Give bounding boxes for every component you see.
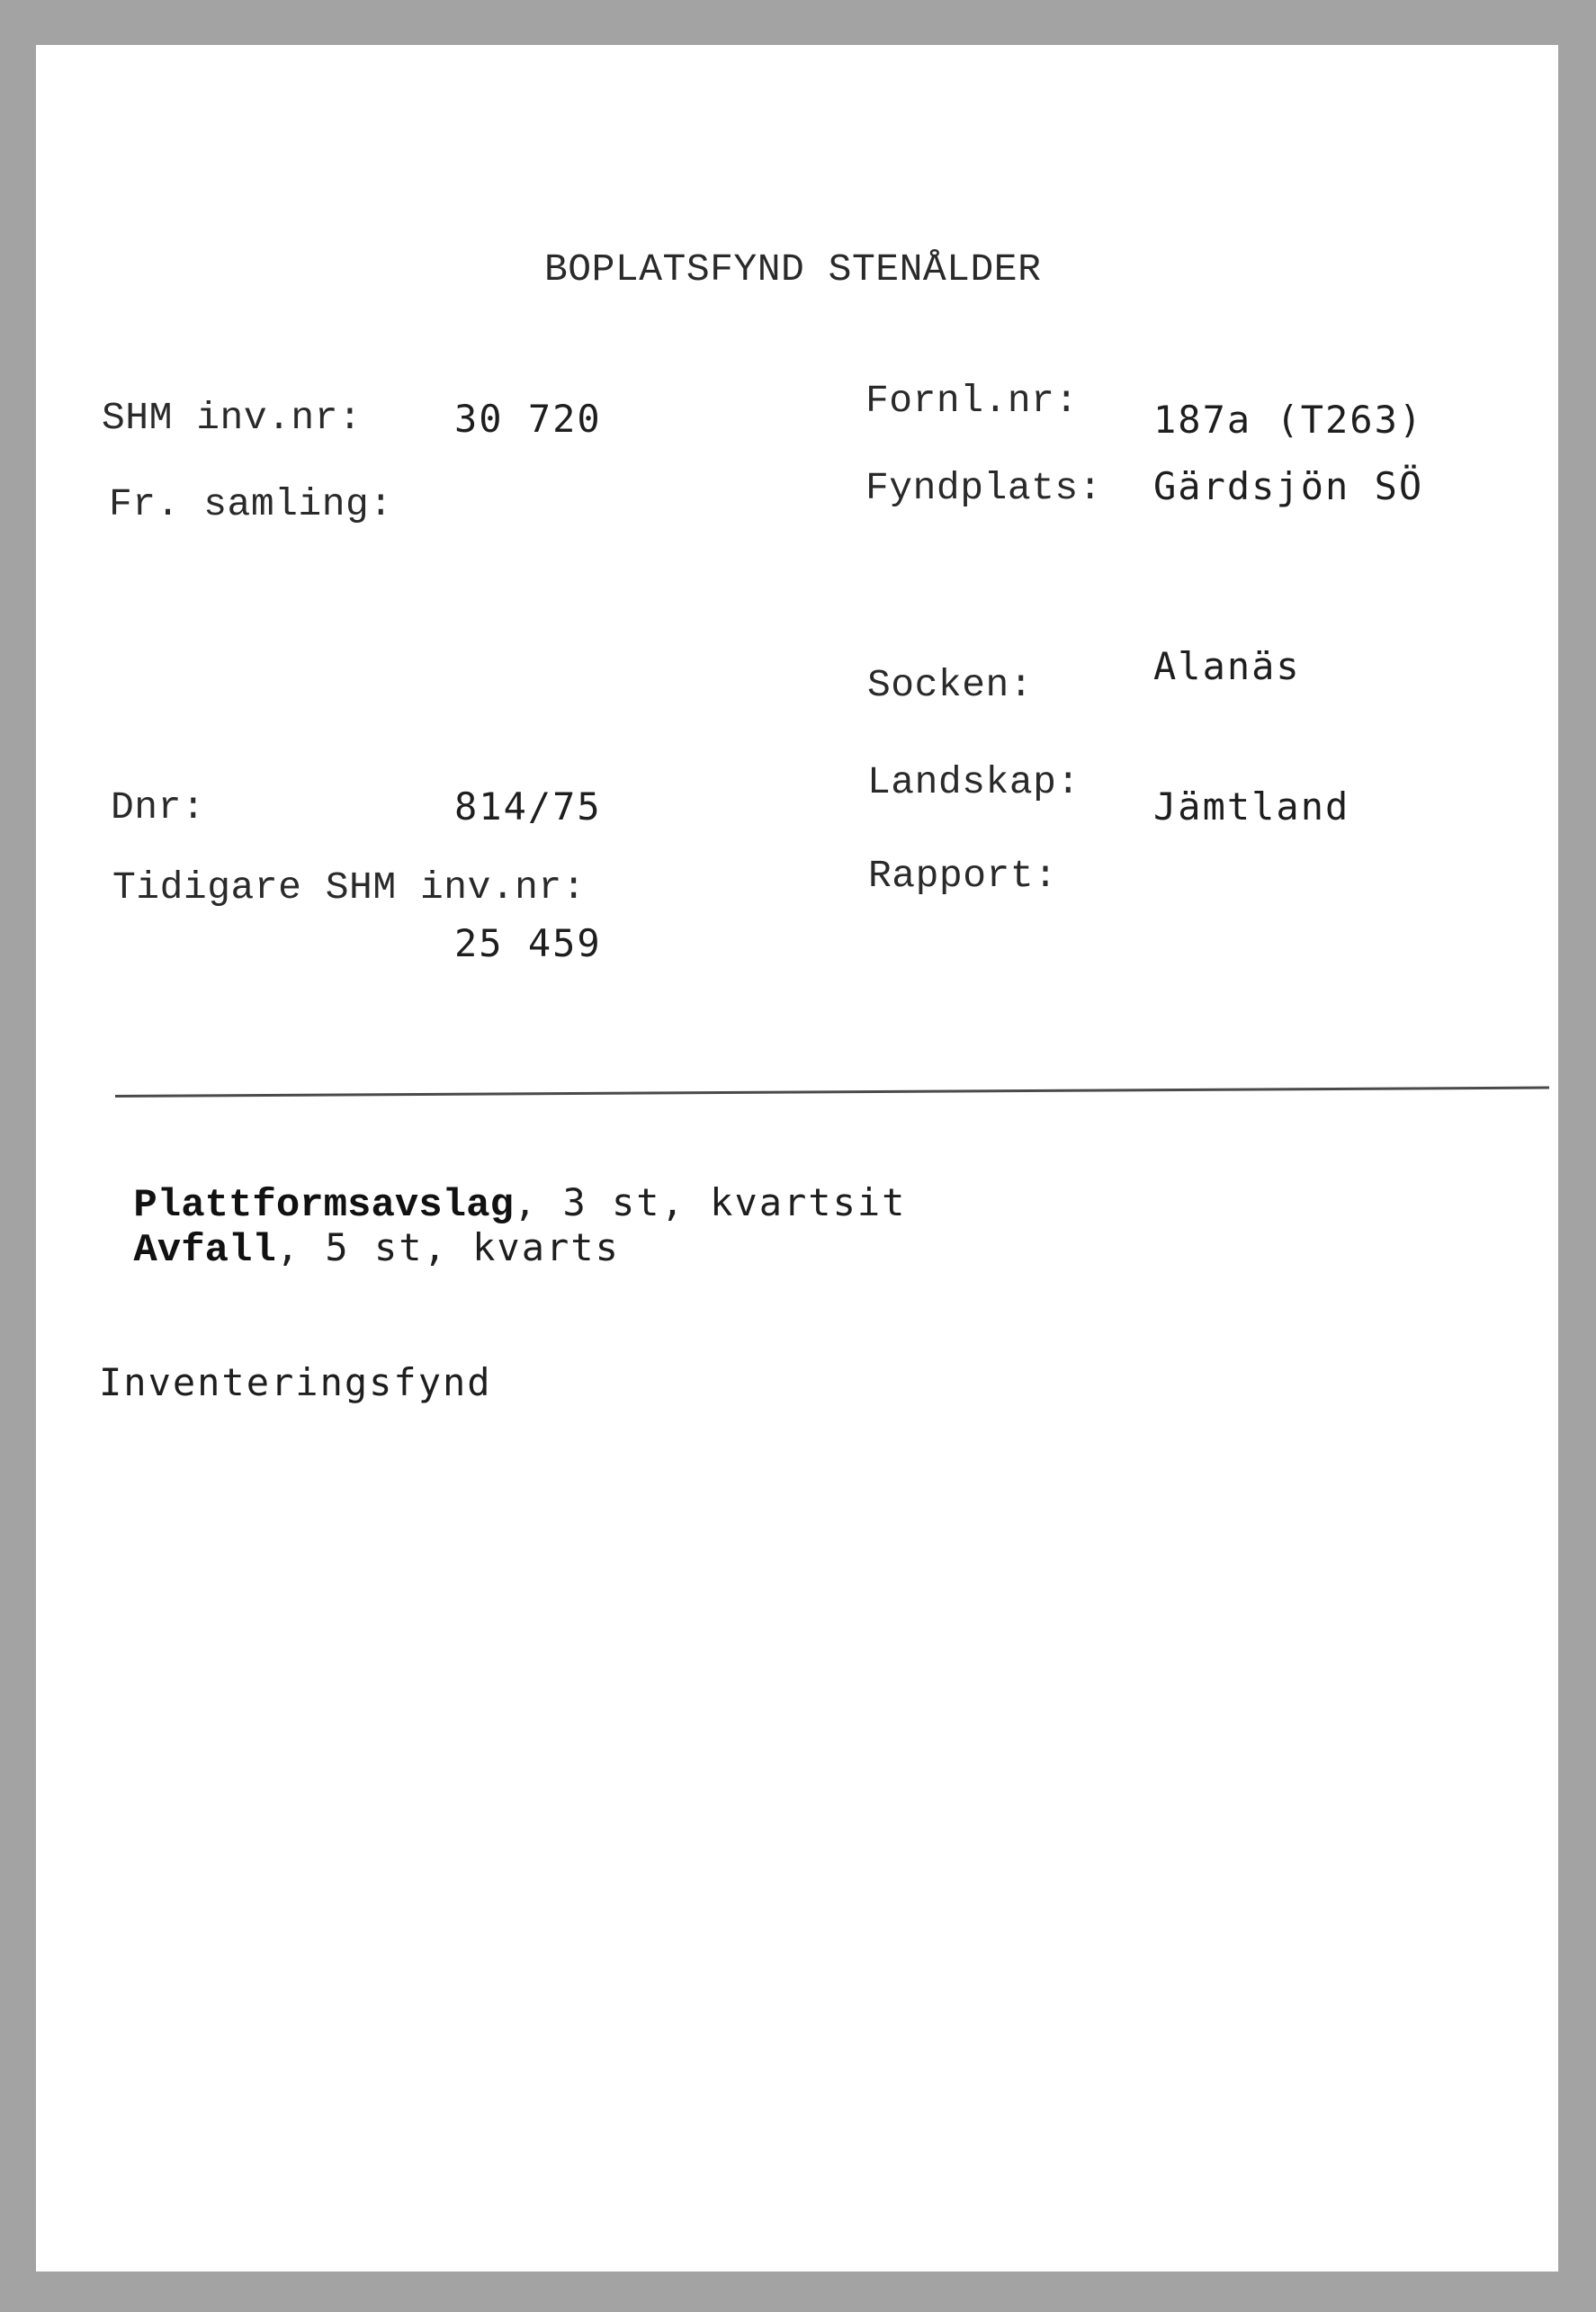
find-line: [99, 1214, 620, 1285]
card-title: BOPLATSFYND STENÅLDER: [544, 247, 1042, 291]
fornl-label: Fornl.nr:: [865, 379, 1079, 423]
find-name: Avfall: [133, 1228, 276, 1273]
fr-samling-label: Fr. samling:: [109, 482, 393, 526]
fornl-value: 187a (T263): [1153, 398, 1424, 442]
section-divider: [115, 1087, 1549, 1098]
landskap-label: Landskap:: [867, 760, 1080, 804]
find-name: Plattformsavslag: [133, 1183, 514, 1228]
socken-value: Alanäs: [1153, 644, 1301, 688]
fyndplats-label: Fyndplats:: [865, 466, 1103, 510]
shm-inv-value: 30 720: [454, 397, 602, 441]
dnr-value: 814/75: [454, 784, 602, 829]
tidigare-label: Tidigare SHM inv.nr:: [112, 865, 587, 910]
rapport-label: Rapport:: [868, 854, 1058, 898]
shm-inv-label: SHM inv.nr:: [102, 396, 363, 440]
note-text: Inventeringsfynd: [99, 1360, 492, 1404]
find-detail: , 3 st, kvartsit: [513, 1180, 907, 1224]
find-detail: , 5 st, kvarts: [275, 1225, 620, 1269]
landskap-value: Jämtland: [1153, 784, 1350, 829]
fyndplats-value: Gärdsjön SÖ: [1153, 464, 1424, 508]
socken-label: Socken:: [867, 663, 1034, 707]
catalog-card: [36, 45, 1558, 2272]
tidigare-value: 25 459: [454, 921, 602, 965]
dnr-label: Dnr:: [111, 785, 206, 829]
